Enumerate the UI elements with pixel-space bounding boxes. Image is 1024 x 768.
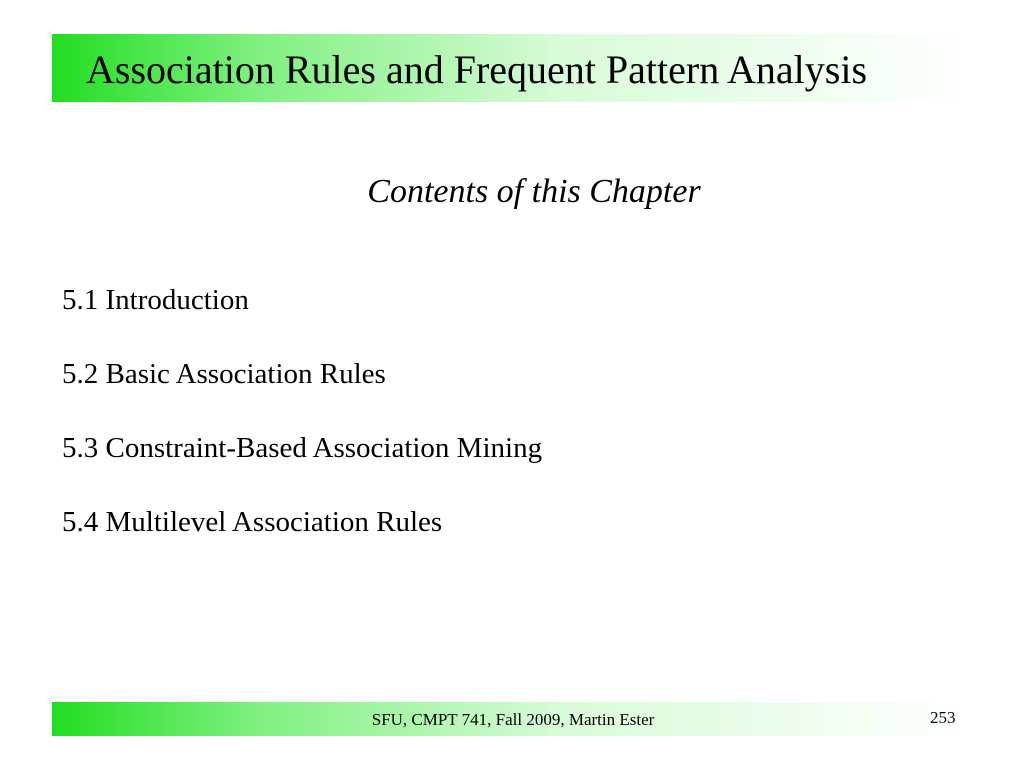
toc-item-5-1: 5.1 Introduction	[62, 284, 249, 316]
toc-item-5-2: 5.2 Basic Association Rules	[62, 358, 386, 390]
toc-item-5-4: 5.4 Multilevel Association Rules	[62, 506, 443, 538]
footer-credit: SFU, CMPT 741, Fall 2009, Martin Ester	[371, 710, 655, 729]
slide-title: Association Rules and Frequent Pattern Analysis	[86, 47, 868, 92]
chapter-contents-heading: Contents of this Chapter	[367, 173, 701, 210]
table-of-contents	[62, 280, 542, 576]
page-number: 253	[930, 708, 956, 727]
toc-item-5-3: 5.3 Constraint-Based Association Mining	[62, 432, 543, 464]
